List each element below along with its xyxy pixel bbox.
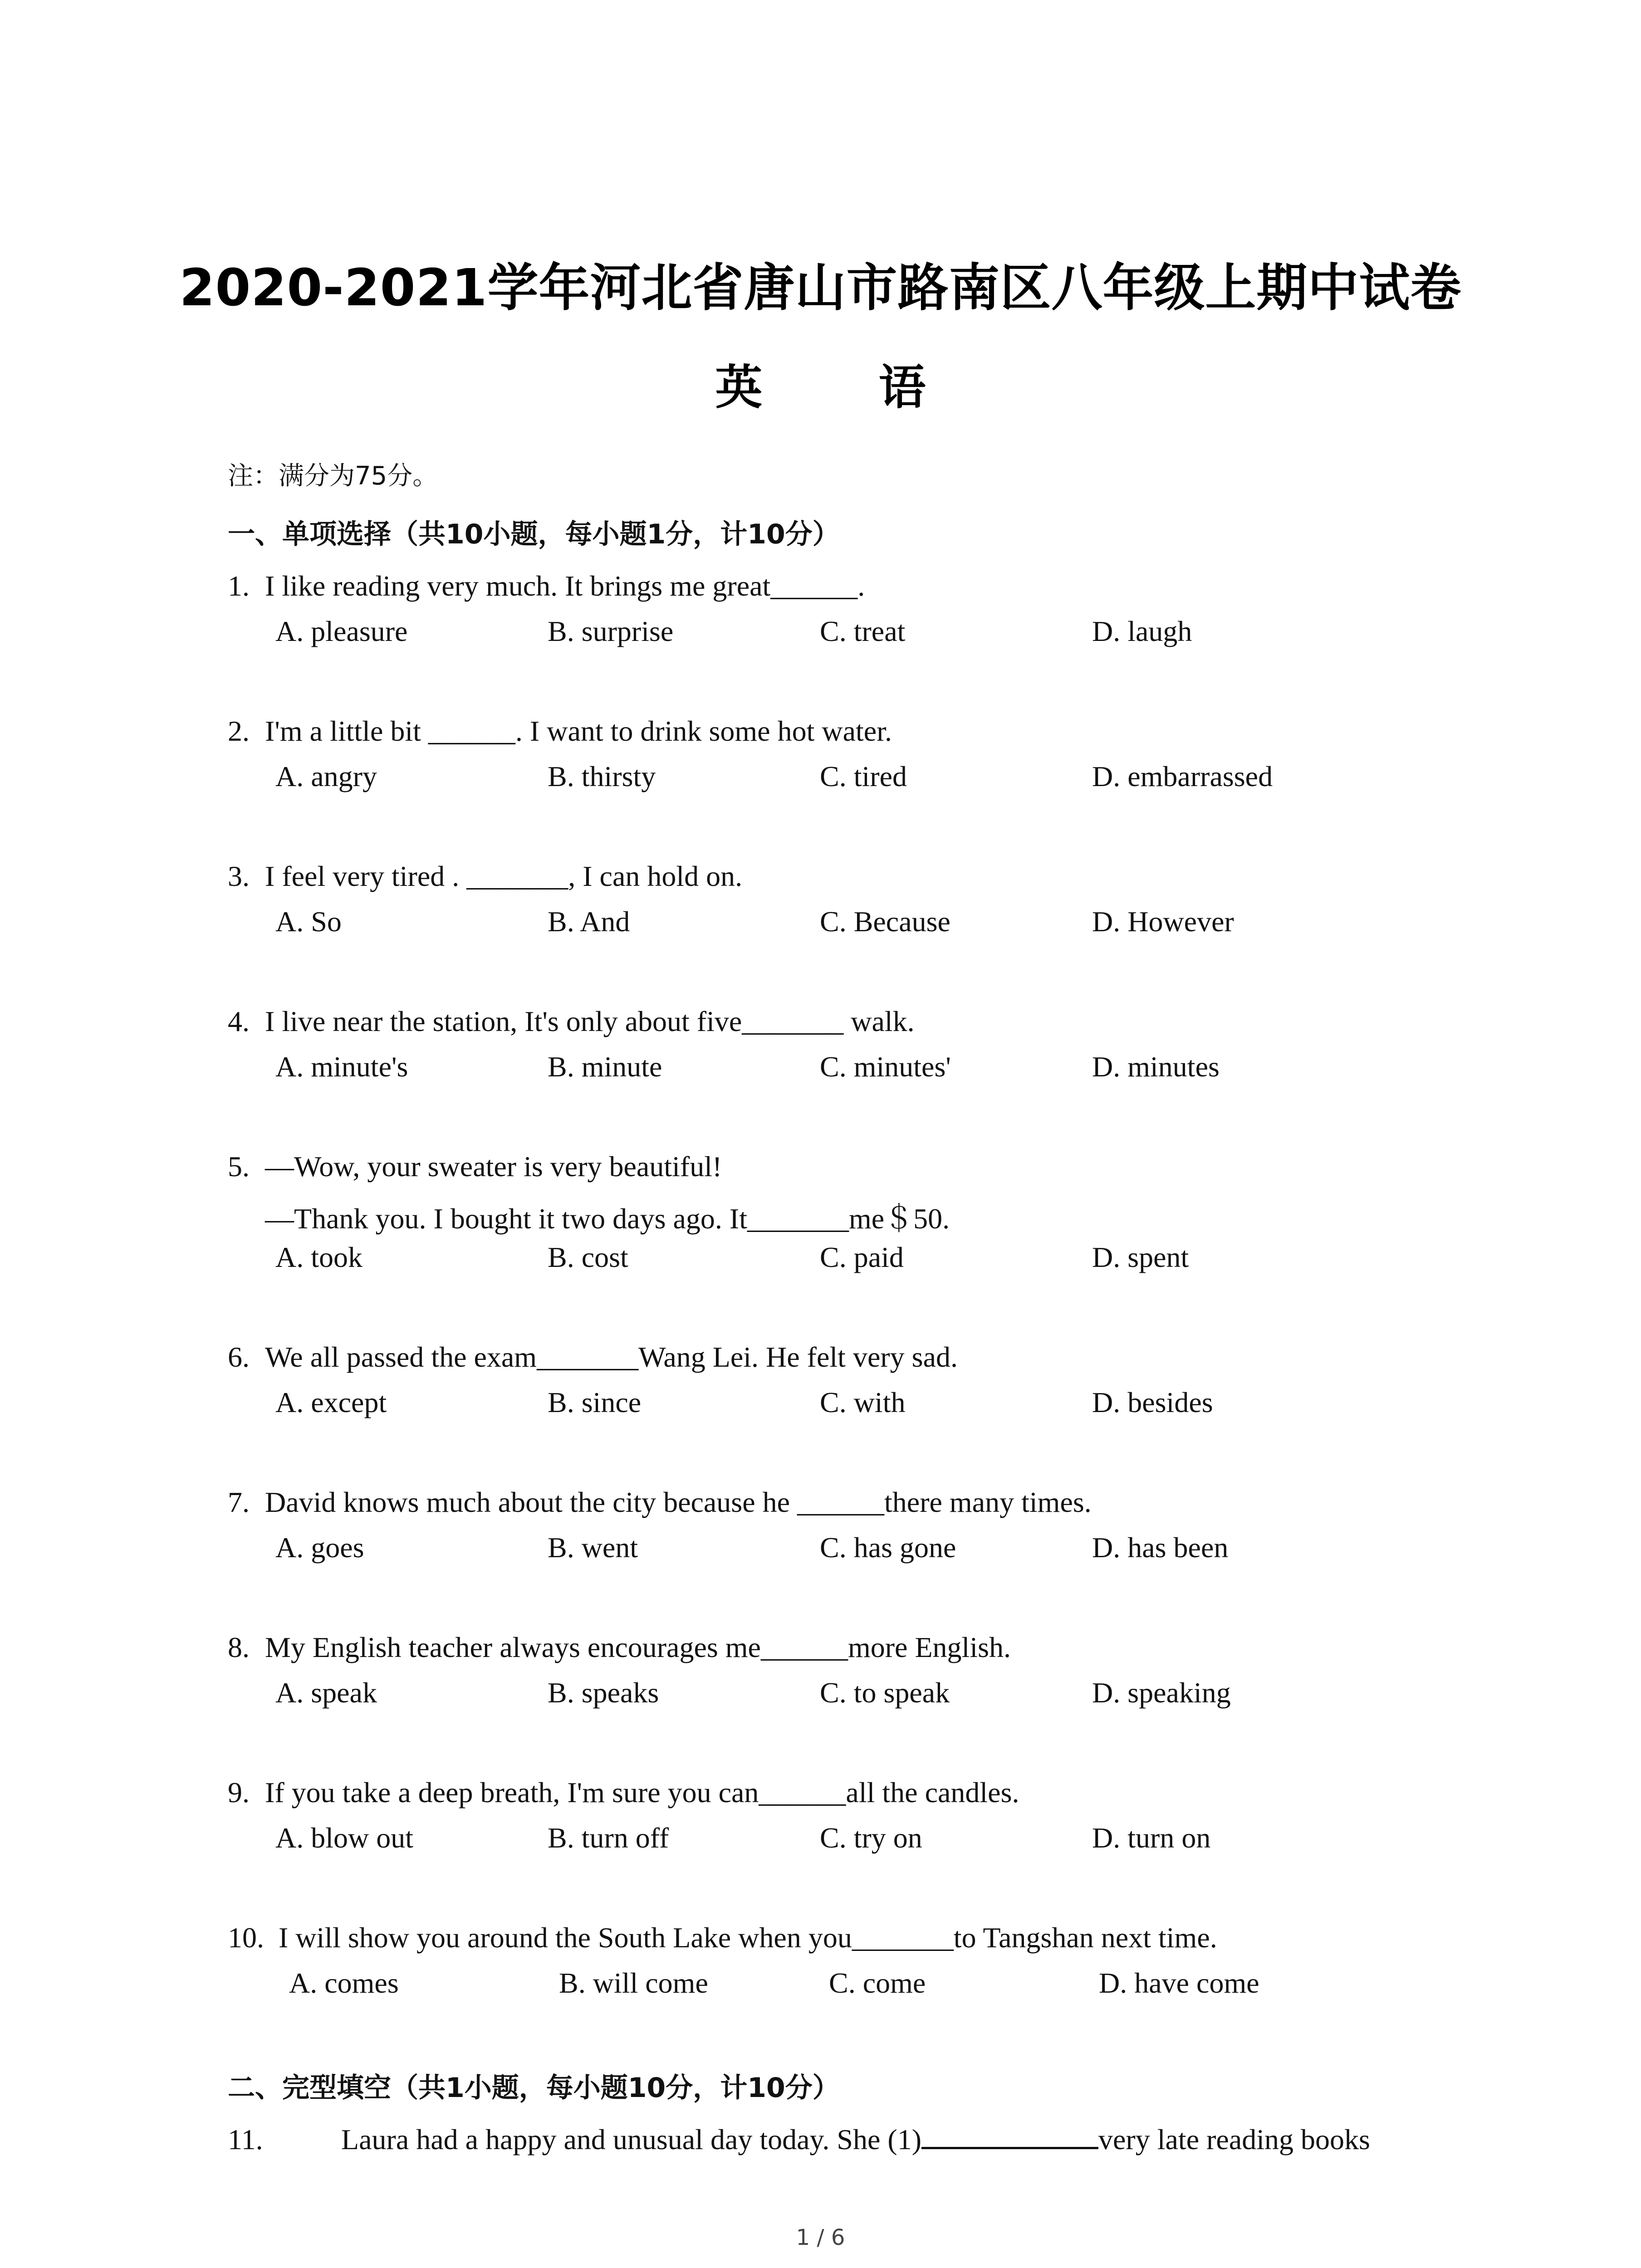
option-a: A. pleasure [275, 615, 408, 647]
option-d: D. laugh [1092, 615, 1192, 647]
question-number: 11. [228, 2123, 263, 2156]
question-number: 5. [228, 1150, 250, 1183]
question-number: 6. [228, 1341, 250, 1373]
question-stem: We all passed the exam_______Wang Lei. He felt very sad. [265, 1341, 958, 1373]
question-number: 1. [228, 570, 250, 602]
option-a: A. comes [289, 1967, 399, 1999]
question-number: 9. [228, 1776, 250, 1809]
option-a: A. except [275, 1386, 387, 1418]
question-number: 2. [228, 715, 250, 747]
option-a: A. minute's [275, 1051, 408, 1083]
option-c: C. tired [820, 760, 907, 792]
question-number: 3. [228, 860, 250, 892]
option-c: C. paid [820, 1241, 904, 1273]
question-stem: If you take a deep breath, I'm sure you can______all the candles. [265, 1776, 1019, 1809]
option-a: A. So [275, 905, 342, 938]
question-stem: I will show you around the South Lake when you_______to Tangshan next time. [279, 1921, 1217, 1954]
option-d: D. However [1092, 905, 1234, 938]
option-b: B. cost [548, 1241, 628, 1273]
option-b: B. went [548, 1531, 638, 1564]
option-b: B. turn off [548, 1822, 669, 1854]
question-stem: —Wow, your sweater is very beautiful! [265, 1150, 722, 1183]
option-d: D. speaking [1092, 1677, 1231, 1709]
option-b: B. since [548, 1386, 642, 1418]
option-c: C. try on [820, 1822, 922, 1854]
question-number: 4. [228, 1005, 250, 1037]
question-number: 7. [228, 1486, 250, 1518]
question-stem: I like reading very much. It brings me great______. [265, 570, 865, 602]
option-a: A. angry [275, 760, 377, 792]
cloze-passage-line [228, 2123, 1370, 2156]
score-note: 注：满分为75分。 [228, 461, 438, 491]
cloze-text-before: Laura had a happy and unusual day today. She (1) [341, 2123, 921, 2156]
option-b: B. speaks [548, 1677, 659, 1709]
option-a: A. goes [275, 1531, 364, 1564]
option-b: B. minute [548, 1051, 662, 1083]
question-number: 10. [228, 1921, 264, 1954]
question-stem: I live near the station, It's only about five_______ walk. [265, 1005, 915, 1037]
question-stem-line-2: —Thank you. I bought it two days ago. It_______me＄50. [265, 1202, 950, 1235]
cloze-text-after: very late reading books [1098, 2123, 1370, 2156]
option-d: D. besides [1092, 1386, 1213, 1418]
option-a: A. blow out [275, 1822, 413, 1854]
question-stem: My English teacher always encourages me______more English. [265, 1631, 1011, 1663]
option-c: C. with [820, 1386, 906, 1418]
option-c: C. treat [820, 615, 906, 647]
page-number: 1 / 6 [796, 2225, 845, 2250]
option-c: C. has gone [820, 1531, 956, 1564]
option-a: A. took [275, 1241, 362, 1273]
subject-title: 英 语 [715, 360, 976, 415]
answer-blank [921, 2123, 1098, 2149]
option-d: D. embarrassed [1092, 760, 1273, 792]
option-d: D. turn on [1092, 1822, 1211, 1854]
section-heading-cloze: 二、完型填空（共1小题，每小题10分，计10分） [228, 2072, 840, 2104]
option-d: D. minutes [1092, 1051, 1220, 1083]
option-b: B. And [548, 905, 630, 938]
option-c: C. to speak [820, 1677, 950, 1709]
option-b: B. thirsty [548, 760, 656, 792]
option-a: A. speak [275, 1677, 377, 1709]
question-stem: I feel very tired . _______, I can hold on. [265, 860, 743, 892]
exam-title: 2020-2021学年河北省唐山市路南区八年级上期中试卷 [179, 259, 1462, 318]
question-number: 8. [228, 1631, 250, 1663]
option-c: C. come [829, 1967, 926, 1999]
option-d: D. has been [1092, 1531, 1229, 1564]
question-stem: David knows much about the city because he ______there many times. [265, 1486, 1092, 1518]
option-b: B. surprise [548, 615, 674, 647]
option-c: C. minutes' [820, 1051, 951, 1083]
section-heading-single-choice: 一、单项选择（共10小题，每小题1分，计10分） [228, 518, 840, 550]
option-d: D. have come [1099, 1967, 1259, 1999]
option-d: D. spent [1092, 1241, 1189, 1273]
question-stem: I'm a little bit ______. I want to drink some hot water. [265, 715, 892, 747]
option-c: C. Because [820, 905, 950, 938]
option-b: B. will come [559, 1967, 708, 1999]
